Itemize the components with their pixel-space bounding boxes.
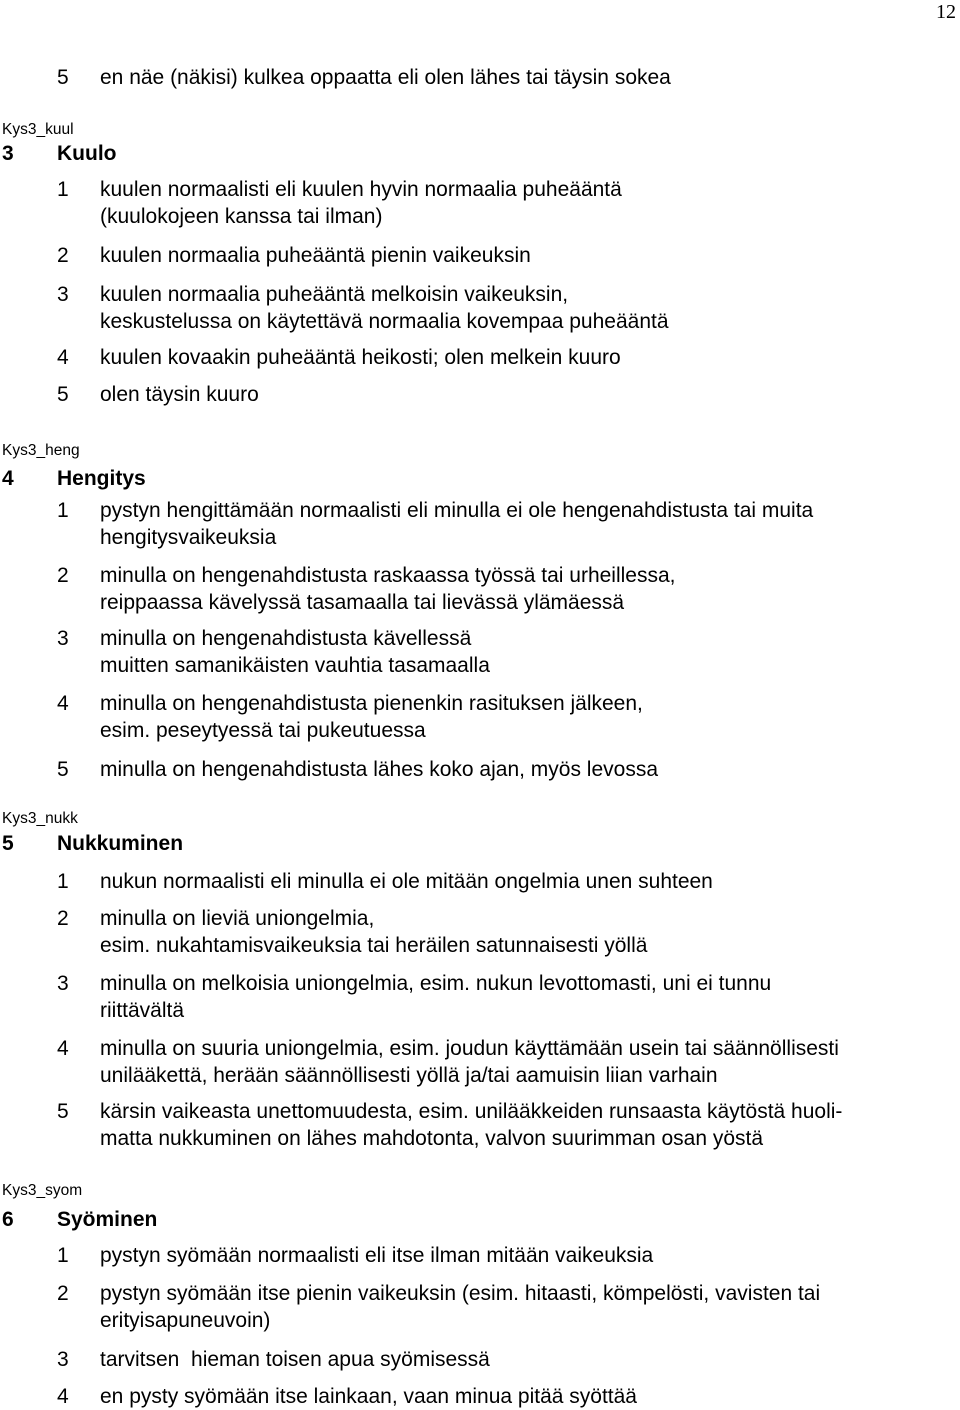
option-number: 5 — [57, 1100, 69, 1123]
option-text: en näe (näkisi) kulkea oppaatta eli olen lähes tai täysin sokea — [100, 66, 671, 89]
option-line: reippaassa kävelyssä tasamaalla tai lievässä ylämäessä — [100, 591, 625, 614]
option-line: hengitysvaikeuksia — [100, 526, 277, 549]
option-number: 1 — [57, 499, 69, 522]
option-text — [100, 176, 947, 230]
option-number: 2 — [57, 907, 69, 930]
question-number: 4 — [2, 467, 14, 490]
question-heading — [2, 830, 183, 857]
option-line: olen täysin kuuro — [100, 383, 259, 406]
option-number: 3 — [57, 1348, 69, 1371]
variable-name: Kys3_kuul — [2, 121, 74, 138]
option-item — [57, 344, 947, 371]
option-line: riittävältä — [100, 999, 185, 1022]
option-line: en pysty syömään itse lainkaan, vaan minua pitää syöttää — [100, 1385, 637, 1408]
variable-name: Kys3_syom — [2, 1182, 83, 1199]
option-line: pystyn syömään itse pienin vaikeuksin (esim. hitaasti, kömpelösti, vavisten tai — [100, 1282, 821, 1305]
option-line: (kuulokojeen kanssa tai ilman) — [100, 205, 383, 228]
option-line: minulla on hengenahdistusta raskaassa työssä tai urheillessa, — [100, 564, 676, 587]
option-line: keskustelussa on käytettävä normaalia kovempaa puheääntä — [100, 310, 669, 333]
option-text — [100, 1035, 947, 1089]
option-text — [100, 562, 947, 616]
option-text — [100, 242, 947, 269]
variable-name: Kys3_heng — [2, 442, 80, 459]
option-line: minulla on suuria uniongelmia, esim. joudun käyttämään usein tai säännöllisesti — [100, 1037, 839, 1060]
option-line: kärsin vaikeasta unettomuudesta, esim. unilääkkeiden runsaasta käytöstä huoli- — [100, 1100, 843, 1123]
option-text — [100, 1346, 947, 1373]
option-line: minulla on hengenahdistusta lähes koko ajan, myös levossa — [100, 758, 659, 781]
option-line: kuulen normaalia puheääntä pienin vaikeuksin — [100, 244, 531, 267]
option-item — [57, 64, 947, 91]
option-item — [57, 905, 947, 959]
option-number: 2 — [57, 244, 69, 267]
option-line: kuulen kovaakin puheääntä heikosti; olen melkein kuuro — [100, 346, 621, 369]
question-title: Syöminen — [57, 1208, 158, 1231]
option-line: matta nukkuminen on lähes mahdotonta, valvon suurimman osan yöstä — [100, 1127, 764, 1150]
option-line: minulla on hengenahdistusta kävellessä — [100, 627, 472, 650]
question-heading — [2, 1206, 157, 1233]
option-text — [100, 1383, 947, 1410]
option-number: 4 — [57, 692, 69, 715]
option-line: tarvitsen hieman toisen apua syömisessä — [100, 1348, 490, 1371]
option-line: kuulen normaalisti eli kuulen hyvin normaalia puheääntä — [100, 178, 622, 201]
option-item — [57, 497, 947, 551]
option-line: muitten samanikäisten vauhtia tasamaalla — [100, 654, 490, 677]
option-number: 2 — [57, 1282, 69, 1305]
question-title: Hengitys — [57, 467, 146, 490]
option-line: pystyn hengittämään normaalisti eli minulla ei ole hengenahdistusta tai muita — [100, 499, 814, 522]
option-text — [100, 1242, 947, 1269]
question-number: 5 — [2, 832, 14, 855]
option-number: 5 — [57, 66, 69, 89]
option-text — [100, 281, 947, 335]
option-number: 4 — [57, 346, 69, 369]
page-number: 12 — [936, 1, 956, 23]
option-item — [57, 281, 947, 335]
option-text — [100, 756, 947, 783]
question-title: Nukkuminen — [57, 832, 184, 855]
question-title: Kuulo — [57, 142, 117, 165]
option-line: unilääkettä, herään säännöllisesti yöllä ja/tai aamuisin liian varhain — [100, 1064, 718, 1087]
question-heading — [2, 140, 116, 167]
option-text — [100, 690, 947, 744]
option-number: 3 — [57, 972, 69, 995]
question-number: 6 — [2, 1208, 14, 1231]
option-number: 5 — [57, 758, 69, 781]
option-number: 1 — [57, 1244, 69, 1267]
option-line: minulla on melkoisia uniongelmia, esim. nukun levottomasti, uni ei tunnu — [100, 972, 772, 995]
option-text — [100, 344, 947, 371]
option-item — [57, 1280, 947, 1334]
option-text — [100, 868, 947, 895]
option-item — [57, 562, 947, 616]
option-item — [57, 381, 947, 408]
option-line: esim. peseytyessä tai pukeutuessa — [100, 719, 426, 742]
option-text — [100, 381, 947, 408]
option-item — [57, 756, 947, 783]
option-item — [57, 690, 947, 744]
option-line: erityisapuneuvoin) — [100, 1309, 271, 1332]
question-number: 3 — [2, 142, 14, 165]
option-line: esim. nukahtamisvaikeuksia tai heräilen satunnaisesti yöllä — [100, 934, 648, 957]
option-text — [100, 970, 947, 1024]
option-text — [100, 1098, 947, 1152]
option-text — [100, 625, 947, 679]
option-number: 4 — [57, 1385, 69, 1408]
option-line: nukun normaalisti eli minulla ei ole mitään ongelmia unen suhteen — [100, 870, 713, 893]
option-item — [57, 242, 947, 269]
question-heading — [2, 465, 146, 492]
option-item — [57, 1035, 947, 1089]
option-text — [100, 497, 947, 551]
option-item — [57, 868, 947, 895]
variable-name: Kys3_nukk — [2, 810, 78, 827]
option-number: 1 — [57, 870, 69, 893]
option-number: 2 — [57, 564, 69, 587]
option-text — [100, 1280, 947, 1334]
option-line: minulla on hengenahdistusta pienenkin rasituksen jälkeen, — [100, 692, 643, 715]
option-line: minulla on lieviä uniongelmia, — [100, 907, 375, 930]
option-item — [57, 970, 947, 1024]
option-number: 4 — [57, 1037, 69, 1060]
option-item — [57, 1242, 947, 1269]
option-line: pystyn syömään normaalisti eli itse ilman mitään vaikeuksia — [100, 1244, 654, 1267]
option-number: 1 — [57, 178, 69, 201]
option-line: kuulen normaalia puheääntä melkoisin vaikeuksin, — [100, 283, 569, 306]
option-item — [57, 1383, 947, 1410]
option-number: 3 — [57, 283, 69, 306]
option-item — [57, 1346, 947, 1373]
option-item — [57, 625, 947, 679]
option-text — [100, 905, 947, 959]
option-item — [57, 176, 947, 230]
option-item — [57, 1098, 947, 1152]
option-number: 3 — [57, 627, 69, 650]
option-number: 5 — [57, 383, 69, 406]
